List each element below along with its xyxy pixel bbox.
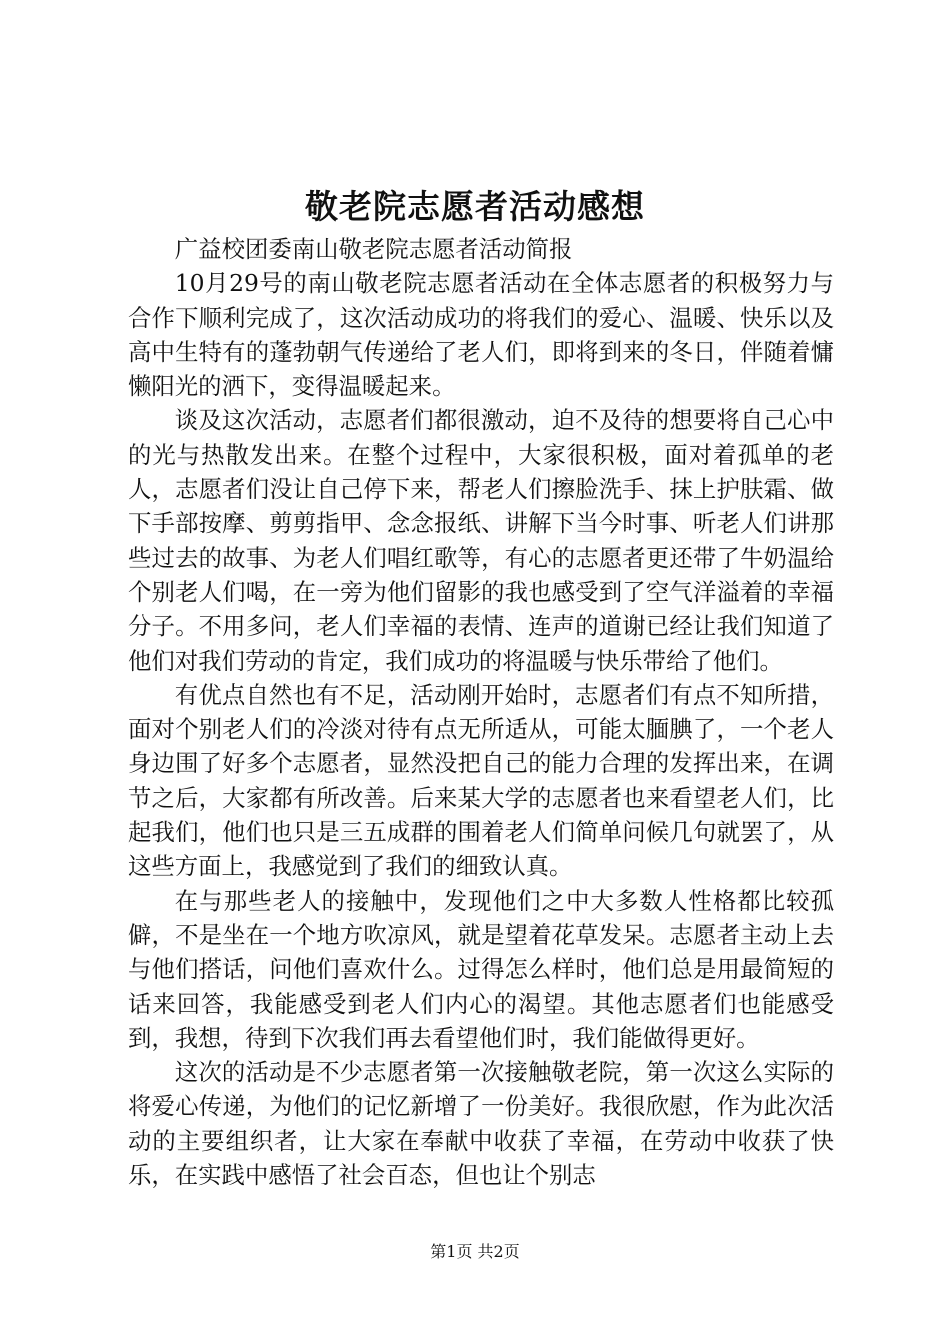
body-paragraph: 有优点自然也有不足，活动刚开始时，志愿者们有点不知所措，面对个别老人们的冷淡对待有点无所适从，可能太腼腆了，一个老人身边围了好多个志愿者，显然没把自己的能力合理的发挥出来，在调节之后，大家都有所改善。后来某大学的志愿者也来看望老人们，比起我们，他们也只是三五成群的围着老人们简单问候几句就罢了，从这些方面上，我感觉到了我们的细致认真。 bbox=[128, 680, 834, 881]
document-title: 敬老院志愿者活动感想 bbox=[305, 187, 645, 226]
page-footer: 第1页 共2页 bbox=[430, 1242, 520, 1261]
body-paragraph: 谈及这次活动，志愿者们都很激动，迫不及待的想要将自己心中的光与热散发出来。在整个过程中，大家很积极，面对着孤单的老人，志愿者们没让自己停下来，帮老人们擦脸洗手、抹上护肤霜、做下手部按摩、剪剪指甲、念念报纸、讲解下当今时事、听老人们讲那些过去的故事、为老人们唱红歌等，有心的志愿者更还带了牛奶温给个别老人们喝，在一旁为他们留影的我也感受到了空气洋溢着的幸福分子。不用多问，老人们幸福的表情、连声的道谢已经让我们知道了他们对我们劳动的肯定，我们成功的将温暖与快乐带给了他们。 bbox=[128, 406, 834, 675]
body-paragraph: 在与那些老人的接触中，发现他们之中大多数人性格都比较孤僻，不是坐在一个地方吹凉风，就是望着花草发呆。志愿者主动上去与他们搭话，问他们喜欢什么。过得怎么样时，他们总是用最简短的话来回答，我能感受到老人们内心的渴望。其他志愿者们也能感受到，我想，待到下次我们再去看望他们时，我们能做得更好。 bbox=[128, 886, 834, 1052]
report-heading-paragraph: 广益校团委南山敬老院志愿者活动简报 bbox=[174, 235, 573, 263]
document-body bbox=[128, 232, 834, 1192]
body-paragraph: 10月29号的南山敬老院志愿者活动在全体志愿者的积极努力与合作下顺利完成了，这次活动成功的将我们的爱心、温暖、快乐以及高中生特有的蓬勃朝气传递给了老人们，即将到来的冬日，伴随着慵懒阳光的洒下，变得温暖起来。 bbox=[128, 269, 834, 401]
body-paragraph: 这次的活动是不少志愿者第一次接触敬老院，第一次这么实际的将爱心传递，为他们的记忆新增了一份美好。我很欣慰，作为此次活动的主要组织者，让大家在奉献中收获了幸福，在劳动中收获了快乐，在实践中感悟了社会百态，但也让个别志 bbox=[128, 1058, 834, 1190]
